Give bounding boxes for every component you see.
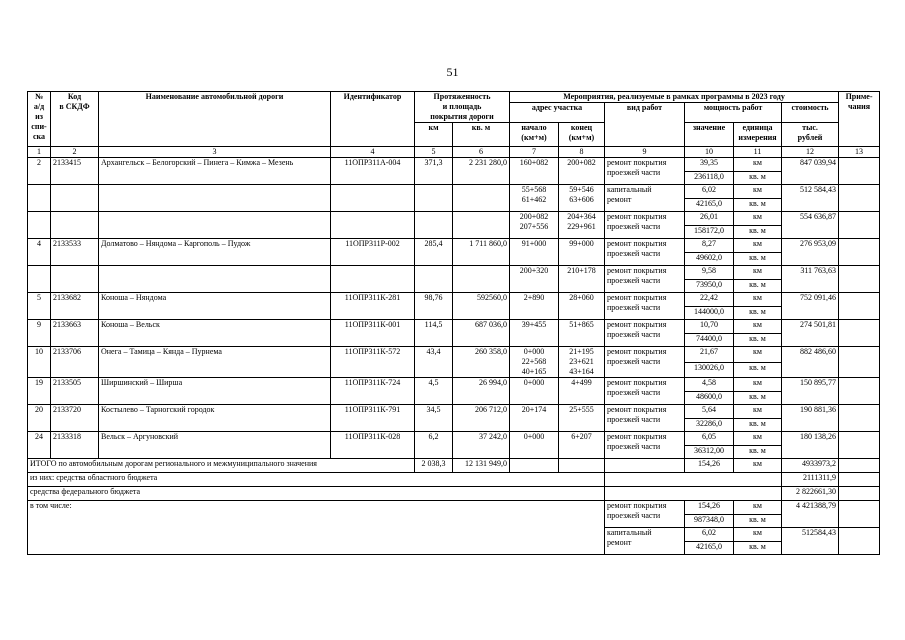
notes-cell: [839, 378, 880, 405]
section-start: 200+082 207+556: [510, 212, 559, 239]
power-value-sqm: 49602,0: [685, 253, 734, 266]
notes-cell: [839, 158, 880, 185]
empty-cell: [415, 212, 453, 239]
empty-cell: [28, 185, 51, 212]
section-start: 0+000 22+568 40+165: [510, 347, 559, 378]
totals-unit-km: км: [734, 459, 782, 473]
power-unit-km: км: [734, 528, 782, 542]
section-start: 20+174: [510, 405, 559, 432]
notes-cell: [839, 528, 880, 555]
empty-cell: [51, 266, 99, 293]
empty-cell: [453, 185, 510, 212]
empty-cell: [415, 185, 453, 212]
section-end: 51+865: [559, 320, 605, 347]
work-type: ремонт покрытия проезжей части: [605, 212, 685, 239]
empty-cell: [415, 266, 453, 293]
road-name: Ширшинский – Ширша: [99, 378, 331, 405]
work-cost: 882 486,60: [782, 347, 839, 378]
empty-cell: [99, 212, 331, 239]
work-type: ремонт покрытия проезжей части: [605, 378, 685, 405]
power-unit-km: км: [734, 239, 782, 253]
power-unit-sqm: кв. м: [734, 392, 782, 405]
road-length-km: 34,5: [415, 405, 453, 432]
road-code: 2133682: [51, 293, 99, 320]
work-cost: 274 501,81: [782, 320, 839, 347]
totals-power-km: 154,26: [685, 459, 734, 473]
power-unit-km: км: [734, 405, 782, 419]
road-length-km: 285,4: [415, 239, 453, 266]
road-identifier: 11ОПР311К-724: [331, 378, 415, 405]
work-cost: 311 763,63: [782, 266, 839, 293]
road-code: 2133318: [51, 432, 99, 459]
table-row: [28, 378, 880, 392]
road-number: 4: [28, 239, 51, 266]
work-cost: 512 584,43: [782, 185, 839, 212]
road-area-sqm: 206 712,0: [453, 405, 510, 432]
road-code: 2133415: [51, 158, 99, 185]
section-end: 21+195 23+621 43+164: [559, 347, 605, 378]
power-value-sqm: 48600,0: [685, 392, 734, 405]
notes-cell: [839, 347, 880, 378]
column-number: 6: [453, 147, 510, 158]
column-number: 9: [605, 147, 685, 158]
work-type: ремонт покрытия проезжей части: [605, 239, 685, 266]
road-code: 2133663: [51, 320, 99, 347]
empty-cell: [331, 185, 415, 212]
road-number: 20: [28, 405, 51, 432]
power-unit-km: км: [734, 266, 782, 280]
road-length-km: 114,5: [415, 320, 453, 347]
road-length-km: 98,76: [415, 293, 453, 320]
power-value-km: 8,27: [685, 239, 734, 253]
power-value-km: 10,70: [685, 320, 734, 334]
including-row: [28, 501, 880, 515]
table-row: [28, 432, 880, 446]
section-start: 160+082: [510, 158, 559, 185]
table-row: [28, 158, 880, 172]
road-area-sqm: 2 231 280,0: [453, 158, 510, 185]
header-notes: Приме- чания: [839, 92, 880, 147]
road-area-sqm: 687 036,0: [453, 320, 510, 347]
road-area-sqm: 592560,0: [453, 293, 510, 320]
column-number: 4: [331, 147, 415, 158]
power-unit-km: км: [734, 378, 782, 392]
power-value-km: 26,01: [685, 212, 734, 226]
power-value-km: 39,35: [685, 158, 734, 172]
power-value-km: 154,26: [685, 501, 734, 515]
empty-cell: [559, 459, 605, 473]
power-unit-km: км: [734, 347, 782, 363]
road-program-table: [27, 91, 880, 555]
power-unit-sqm: кв. м: [734, 172, 782, 185]
section-start: 91+000: [510, 239, 559, 266]
road-identifier: 11ОПР311А-004: [331, 158, 415, 185]
work-type: ремонт покрытия проезжей части: [605, 266, 685, 293]
header-cost-unit: тыс. рублей: [782, 123, 839, 147]
table-row: [28, 266, 880, 280]
totals-km: 2 038,3: [415, 459, 453, 473]
power-unit-sqm: кв. м: [734, 363, 782, 378]
power-unit-sqm: кв. м: [734, 419, 782, 432]
work-type: ремонт покрытия проезжей части: [605, 320, 685, 347]
federal-budget-row-label: средства федерального бюджета: [28, 487, 605, 501]
header-no: № а/д из спи- ска: [28, 92, 51, 147]
column-number-row: [28, 147, 880, 158]
road-number: 9: [28, 320, 51, 347]
road-code: 2133720: [51, 405, 99, 432]
work-type: ремонт покрытия проезжей части: [605, 405, 685, 432]
header-power: мощность работ: [685, 103, 782, 123]
power-unit-km: км: [734, 320, 782, 334]
notes-cell: [839, 487, 880, 501]
empty-cell: [453, 266, 510, 293]
power-unit-km: км: [734, 212, 782, 226]
power-unit-sqm: кв. м: [734, 334, 782, 347]
power-value-km: 9,58: [685, 266, 734, 280]
power-unit-km: км: [734, 158, 782, 172]
table-row: [28, 185, 880, 199]
empty-cell: [510, 459, 559, 473]
federal-budget-row-cost: 2 822661,30: [782, 487, 839, 501]
table-row: [28, 239, 880, 253]
work-type: капитальный ремонт: [605, 185, 685, 212]
header-length: Протяженность и площадь покрытия дороги: [415, 92, 510, 123]
page-number: 51: [446, 65, 459, 79]
regional-budget-row-label: из них: средства областного бюджета: [28, 473, 605, 487]
power-unit-sqm: кв. м: [734, 307, 782, 320]
totals-sqm: 12 131 949,0: [453, 459, 510, 473]
work-type: ремонт покрытия проезжей части: [605, 432, 685, 459]
section-end: 28+060: [559, 293, 605, 320]
notes-cell: [839, 185, 880, 212]
column-number: 11: [734, 147, 782, 158]
header-end: конец (км+м): [559, 123, 605, 147]
work-cost: 190 881,36: [782, 405, 839, 432]
work-cost: 512584,43: [782, 528, 839, 555]
empty-cell: [605, 473, 782, 487]
work-type: ремонт покрытия проезжей части: [605, 501, 685, 528]
section-end: 99+000: [559, 239, 605, 266]
road-length-km: 6,2: [415, 432, 453, 459]
power-value-sqm: 42165,0: [685, 542, 734, 555]
header-identifier: Идентификатор: [331, 92, 415, 147]
power-value-sqm: 42165,0: [685, 199, 734, 212]
road-name: Коноша – Няндома: [99, 293, 331, 320]
road-identifier: 11ОПР311К-001: [331, 320, 415, 347]
road-length-km: 371,3: [415, 158, 453, 185]
notes-cell: [839, 405, 880, 432]
road-number: 5: [28, 293, 51, 320]
work-type: ремонт покрытия проезжей части: [605, 293, 685, 320]
section-end: 210+178: [559, 266, 605, 293]
header-address: адрес участка: [510, 103, 605, 123]
table-row: [28, 212, 880, 226]
work-cost: 150 895,77: [782, 378, 839, 405]
section-end: 59+546 63+606: [559, 185, 605, 212]
power-value-sqm: 32286,0: [685, 419, 734, 432]
work-cost: 276 953,09: [782, 239, 839, 266]
road-length-km: 4,5: [415, 378, 453, 405]
federal-budget-row: [28, 487, 880, 501]
section-start: 2+890: [510, 293, 559, 320]
empty-cell: [99, 185, 331, 212]
table-row: [28, 347, 880, 363]
power-value-km: 22,42: [685, 293, 734, 307]
road-number: 24: [28, 432, 51, 459]
column-number: 2: [51, 147, 99, 158]
notes-cell: [839, 473, 880, 487]
road-name: Костылево – Тарногский городок: [99, 405, 331, 432]
column-number: 13: [839, 147, 880, 158]
header-measures: Мероприятия, реализуемые в рамках программы в 2023 году: [510, 92, 839, 103]
section-start: 39+455: [510, 320, 559, 347]
road-code: 2133706: [51, 347, 99, 378]
empty-cell: [453, 212, 510, 239]
road-area-sqm: 260 358,0: [453, 347, 510, 378]
road-identifier: 11ОПР311К-028: [331, 432, 415, 459]
section-end: 204+364 229+961: [559, 212, 605, 239]
regional-budget-row-cost: 2111311,9: [782, 473, 839, 487]
empty-cell: [331, 212, 415, 239]
header-value: значение: [685, 123, 734, 147]
regional-budget-row: [28, 473, 880, 487]
empty-cell: [605, 459, 685, 473]
power-value-km: 5,64: [685, 405, 734, 419]
empty-cell: [28, 212, 51, 239]
header-sqm: кв. м: [453, 123, 510, 147]
road-identifier: 11ОПР311К-572: [331, 347, 415, 378]
table-row: [28, 405, 880, 419]
including-label: в том числе:: [28, 501, 605, 555]
notes-cell: [839, 293, 880, 320]
power-value-km: 21,67: [685, 347, 734, 363]
column-number: 12: [782, 147, 839, 158]
column-number: 3: [99, 147, 331, 158]
section-start: 0+000: [510, 378, 559, 405]
power-value-sqm: 130026,0: [685, 363, 734, 378]
road-number: 19: [28, 378, 51, 405]
power-value-sqm: 36312,00: [685, 446, 734, 459]
totals-row: [28, 459, 880, 473]
empty-cell: [99, 266, 331, 293]
section-end: 200+082: [559, 158, 605, 185]
power-value-km: 6,02: [685, 185, 734, 199]
empty-cell: [331, 266, 415, 293]
column-number: 10: [685, 147, 734, 158]
work-cost: 4 421388,79: [782, 501, 839, 528]
totals-cost: 4933973,2: [782, 459, 839, 473]
notes-cell: [839, 266, 880, 293]
road-code: 2133505: [51, 378, 99, 405]
power-value-sqm: 236118,0: [685, 172, 734, 185]
empty-cell: [51, 185, 99, 212]
power-value-sqm: 987348,0: [685, 515, 734, 528]
empty-cell: [51, 212, 99, 239]
header-km: км: [415, 123, 453, 147]
notes-cell: [839, 320, 880, 347]
column-number: 5: [415, 147, 453, 158]
column-number: 1: [28, 147, 51, 158]
power-value-sqm: 158172,0: [685, 226, 734, 239]
road-number: 2: [28, 158, 51, 185]
table-row: [28, 320, 880, 334]
power-value-sqm: 144000,0: [685, 307, 734, 320]
road-length-km: 43,4: [415, 347, 453, 378]
column-number: 8: [559, 147, 605, 158]
road-name: Архангельск – Белогорский – Пинега – Кимжа – Мезень: [99, 158, 331, 185]
road-name: Онега – Тамица – Кянда – Пурнема: [99, 347, 331, 378]
power-unit-sqm: кв. м: [734, 253, 782, 266]
work-type: ремонт покрытия проезжей части: [605, 158, 685, 185]
power-unit-sqm: кв. м: [734, 199, 782, 212]
notes-cell: [839, 239, 880, 266]
road-identifier: 11ОПР311К-281: [331, 293, 415, 320]
section-start: 0+000: [510, 432, 559, 459]
power-unit-sqm: кв. м: [734, 280, 782, 293]
work-cost: 180 138,26: [782, 432, 839, 459]
power-unit-km: км: [734, 293, 782, 307]
empty-cell: [605, 487, 782, 501]
section-end: 4+499: [559, 378, 605, 405]
road-area-sqm: 1 711 860,0: [453, 239, 510, 266]
power-value-km: 4,58: [685, 378, 734, 392]
section-start: 55+568 61+462: [510, 185, 559, 212]
work-cost: 752 091,46: [782, 293, 839, 320]
work-type: ремонт покрытия проезжей части: [605, 347, 685, 378]
power-unit-sqm: кв. м: [734, 515, 782, 528]
totals-label: ИТОГО по автомобильным дорогам регионального и межмуниципального значения: [28, 459, 415, 473]
work-cost: 554 636,87: [782, 212, 839, 239]
notes-cell: [839, 432, 880, 459]
road-number: 10: [28, 347, 51, 378]
power-unit-km: км: [734, 501, 782, 515]
power-value-km: 6,05: [685, 432, 734, 446]
road-name: Коноша – Вельск: [99, 320, 331, 347]
road-area-sqm: 37 242,0: [453, 432, 510, 459]
power-unit-km: км: [734, 432, 782, 446]
power-value-sqm: 73950,0: [685, 280, 734, 293]
empty-cell: [28, 266, 51, 293]
header-unit: единица измерения: [734, 123, 782, 147]
power-value-km: 6,02: [685, 528, 734, 542]
power-value-sqm: 74400,0: [685, 334, 734, 347]
header-cost: стоимость: [782, 103, 839, 123]
power-unit-sqm: кв. м: [734, 226, 782, 239]
road-name: Долматово – Няндома – Каргополь – Пудож: [99, 239, 331, 266]
table-row: [28, 293, 880, 307]
column-number: 7: [510, 147, 559, 158]
section-start: 200+320: [510, 266, 559, 293]
work-cost: 847 039,94: [782, 158, 839, 185]
header-road-name: Наименование автомобильной дороги: [99, 92, 331, 147]
header-code: Код в СКДФ: [51, 92, 99, 147]
notes-cell: [839, 501, 880, 528]
road-identifier: 11ОПР311Р-002: [331, 239, 415, 266]
road-code: 2133533: [51, 239, 99, 266]
power-unit-sqm: кв. м: [734, 542, 782, 555]
power-unit-sqm: кв. м: [734, 446, 782, 459]
header-start: начало (км+м): [510, 123, 559, 147]
road-area-sqm: 26 994,0: [453, 378, 510, 405]
section-end: 25+555: [559, 405, 605, 432]
section-end: 6+207: [559, 432, 605, 459]
header-work-type: вид работ: [605, 103, 685, 147]
road-name: Вельск – Аргуновский: [99, 432, 331, 459]
notes-cell: [839, 212, 880, 239]
work-type: капитальный ремонт: [605, 528, 685, 555]
road-identifier: 11ОПР311К-791: [331, 405, 415, 432]
power-unit-km: км: [734, 185, 782, 199]
notes-cell: [839, 459, 880, 473]
